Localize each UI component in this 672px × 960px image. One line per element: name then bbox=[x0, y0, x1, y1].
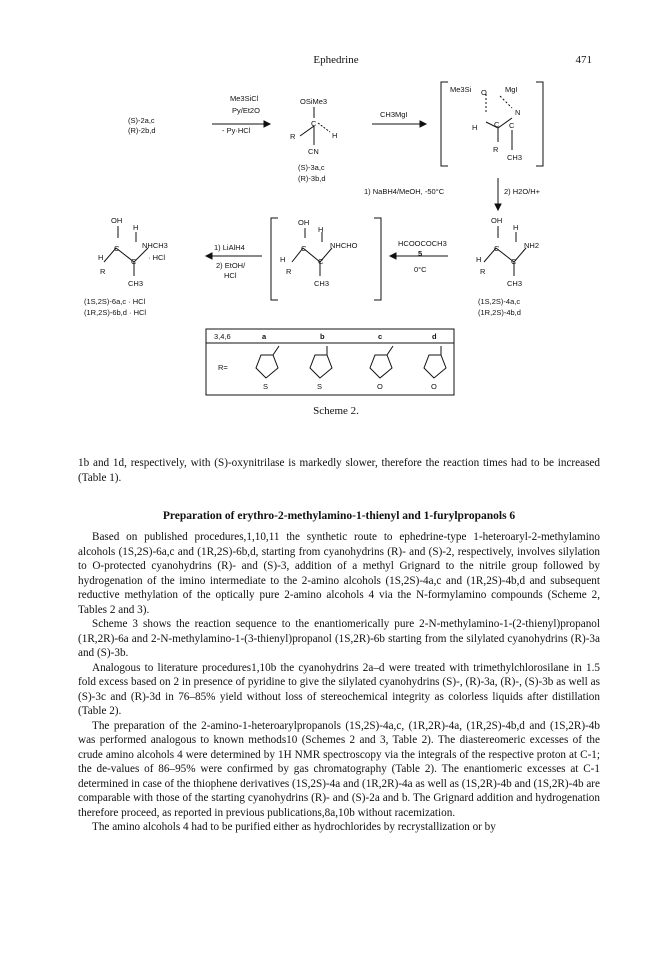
carbon-atom: C bbox=[494, 244, 500, 253]
intro-text: 1b and 1d, respectively, with (S)-oxynitrilase is markedly slower, therefore the reaction times had to be increased (Table 1). bbox=[78, 457, 600, 484]
carbon-atom: C bbox=[301, 244, 307, 253]
table-col-a: a bbox=[262, 332, 267, 341]
r-equals-label: R= bbox=[218, 363, 228, 372]
methyl-group: CH3 bbox=[507, 279, 523, 288]
methyl-group: CH3 bbox=[507, 153, 523, 162]
scheme-caption: Scheme 2. bbox=[313, 405, 359, 417]
mgi-label: MgI bbox=[505, 85, 518, 94]
sulfur-atom: S bbox=[317, 382, 323, 391]
table-col-c: c bbox=[378, 332, 383, 341]
compound-3-s-label: (S)-3a,c bbox=[298, 163, 325, 172]
table-col-d: d bbox=[432, 332, 437, 341]
reagent-py-hcl: - Py·HCl bbox=[222, 126, 251, 135]
hydrolysis-step: 2) H2O/H+ bbox=[504, 187, 541, 196]
r-group: R bbox=[286, 267, 292, 276]
reagent-ch3mgi: CH3MgI bbox=[380, 110, 408, 119]
reagent-0c: 0°C bbox=[414, 265, 427, 274]
carbon-atom: C bbox=[114, 244, 120, 253]
salt-label-2: (1R,2S)-6b,d · HCl bbox=[84, 308, 147, 317]
carbon-atom: C bbox=[494, 120, 500, 129]
reagent-py-et2o: Py/Et2O bbox=[232, 106, 260, 115]
reagent-etoh: 2) EtOH/ bbox=[216, 261, 246, 270]
me3si-label: Me3Si bbox=[450, 85, 472, 94]
reagent-me3sicl: Me3SiCl bbox=[230, 94, 259, 103]
compound-3-r-label: (R)-3b,d bbox=[298, 174, 326, 183]
table-row-label: 3,4,6 bbox=[214, 332, 231, 341]
cn-label: CN bbox=[308, 147, 319, 156]
carbon-atom: C bbox=[318, 257, 324, 266]
hydroxyl-label: OH bbox=[298, 218, 310, 227]
carbon-atom: C bbox=[131, 257, 137, 266]
page-number: 471 bbox=[575, 54, 592, 66]
start-r-label: (R)-2b,d bbox=[128, 126, 156, 135]
hydroxyl-label: OH bbox=[491, 216, 503, 225]
intro-paragraph bbox=[78, 456, 600, 485]
nhch3-label: NHCH3 bbox=[142, 241, 168, 250]
r-group: R bbox=[100, 267, 106, 276]
osime3-label: OSiMe3 bbox=[300, 97, 328, 106]
body-text bbox=[78, 530, 600, 835]
running-header-title: Ephedrine bbox=[313, 54, 359, 66]
start-s-label: (S)-2a,c bbox=[128, 116, 155, 125]
reagent-lialh4: 1) LiAlH4 bbox=[214, 243, 245, 252]
nitrogen-atom: N bbox=[515, 108, 521, 117]
paragraph-5: The amino alcohols 4 had to be purified either as hydrochlorides by recrystallization or by bbox=[92, 821, 496, 833]
r-group: R bbox=[290, 132, 296, 141]
carbon-atom: C bbox=[311, 119, 317, 128]
hydroxyl-label: OH bbox=[111, 216, 123, 225]
oxygen-atom: O bbox=[481, 88, 487, 97]
hydrogen-atom: H bbox=[476, 255, 482, 264]
r-group: R bbox=[493, 145, 499, 154]
hydrogen-atom: H bbox=[318, 225, 324, 234]
carbon-atom: C bbox=[509, 121, 515, 130]
hydrogen-atom: H bbox=[472, 123, 478, 132]
oxygen-atom: O bbox=[377, 382, 383, 391]
carbon-atom: C bbox=[511, 257, 517, 266]
table-col-b: b bbox=[320, 332, 325, 341]
hydrogen-atom: H bbox=[98, 253, 104, 262]
scheme-2-figure bbox=[0, 0, 672, 420]
r-group: R bbox=[480, 267, 486, 276]
amine-label-1: (1S,2S)-4a,c bbox=[478, 297, 521, 306]
paragraph-3: Analogous to literature procedures1,10b the cyanohydrins 2a–d were treated with trimethylchlorosilane in 1.5 fold excess based on 2 in presence of pyridine to give the silylated cyanohydrins (S)-, (R)-3a, (R)-, (S)-3b as well as (S)-3c and (R)-3d in 76–85% yield without loss of stereochemical integrity as colorless liquids after distillation (Table 2). bbox=[78, 661, 600, 717]
reagent-hcoococh3: HCOOCOCH3 bbox=[398, 239, 447, 248]
reagent-5: 5 bbox=[418, 249, 423, 258]
reagent-hcl: HCl bbox=[224, 271, 237, 280]
methyl-group: CH3 bbox=[314, 279, 330, 288]
salt-hcl-label: · HCl bbox=[148, 253, 166, 262]
section-heading: Preparation of erythro-2-methylamino-1-thienyl and 1-furylpropanols 6 bbox=[162, 510, 516, 522]
hydrogen-atom: H bbox=[513, 223, 519, 232]
hydrogen-atom: H bbox=[332, 131, 338, 140]
amine-label-2: (1R,2S)-4b,d bbox=[478, 308, 521, 317]
oxygen-atom: O bbox=[431, 382, 437, 391]
sulfur-atom: S bbox=[263, 382, 269, 391]
salt-label-1: (1S,2S)-6a,c · HCl bbox=[84, 297, 146, 306]
paragraph-4: The preparation of the 2-amino-1-heteroarylpropanols (1S,2S)-4a,c, (1R,2R)-4a, (1R,2S)-4b,d and (1S,2R)-4b was performed analogous to known methods10 (Schemes 2 and 3, Table 2). The diastereomeric excesses of the crude amino alcohols 4 were determined by 1H NMR spectroscopy via the integrals of the respective proton at C-1; the de-values of 86–95% were confirmed by gas chromatography (Table 2). The enantiomeric excesses at C-1 determined in case of the thiophene derivatives (1S,2S)-4a and (1R,2R)-4a as well as (1S,2R)-4b and (1S,2R)-4b are comparable with those of the starting cyanohydrins (R)- and (S)-2a and b. The Grignard addition and hydrogenation therefore proceed, as reported in previous publications,8a,10b without racemization. bbox=[78, 719, 600, 819]
paragraph-2: Scheme 3 shows the reaction sequence to the enantiomerically pure 2-N-methylamino-1-(2-thienyl)propanol (1R,2R)-6a and 2-N-methylamino-1-(3-thienyl)propanol (1S,2R)-6b starting from the silylated cyanohydrins (R)-3a and (S)-3b. bbox=[78, 618, 600, 659]
reduction-step: 1) NaBH4/MeOH, -50°C bbox=[364, 187, 445, 196]
hydrogen-atom: H bbox=[280, 255, 286, 264]
hydrogen-atom: H bbox=[133, 223, 139, 232]
nh2-label: NH2 bbox=[524, 241, 540, 250]
nhcho-label: NHCHO bbox=[330, 241, 358, 250]
methyl-group: CH3 bbox=[128, 279, 144, 288]
paragraph-1: Based on published procedures,1,10,11 the synthetic route to ephedrine-type 1-heteroaryl-2-methylamino alcohols (1S,2S)-6a,c and (1R,2S)-6b,d, starting from cyanohydrins (R)- and (S)-2, respectively, involves silylation to O-protected cyanohydrins (R)- and (S)-3, addition of a methyl Grignard to the nitrile group followed by hydrogenation of the imino intermediate to the 2-amino alcohols (1S,2S)-4a,c and (1R,2S)-4b,d and subsequent reductive methylation of the optically pure 2-amino alcohols 4 via the N-formylamino compounds (Scheme 2, Tables 2 and 3). bbox=[78, 531, 600, 616]
